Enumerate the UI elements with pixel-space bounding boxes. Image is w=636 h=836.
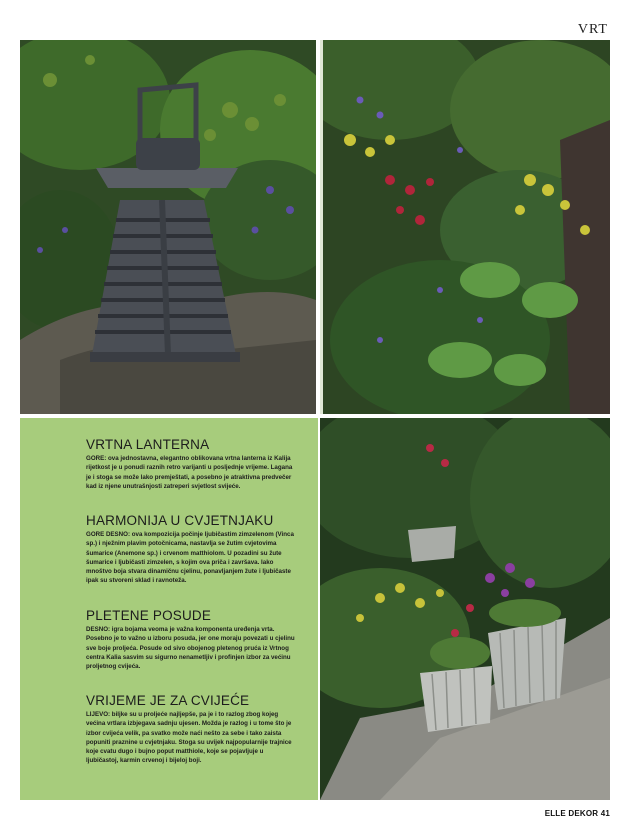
article-title: VRTNA LANTERNA <box>86 437 210 452</box>
article-text: biljke su u proljeće najljepše, pa je i to razlog zbog kojeg većina vrtlara izbjegava sadnju ujesen. Možda je razlog i u tome što je izbor cvijeća velik, pa svatko može naći nešto za sebe i tako zaista popuniti praznine u cvjetnjaku. Stoga su uvijek najpopularnije trajnice koje cvatu dugo i bujno poput matthiole, koje se pojavljuje u ljubičastoj, karmin crvenoj i bijeloj boji. <box>86 711 292 765</box>
article-flowerbed <box>86 514 296 585</box>
text-panel <box>20 418 318 800</box>
article-title: VRIJEME JE ZA CVIJEĆE <box>86 693 250 708</box>
article-text: ova kompozicija počinje ljubičastim zimzelenom (Vinca sp.) i nježnim plavim potočnicama, nastavlja se žutim cvjetovima šumarice (Anemone sp.) i crvenom matthiolom. U pozadini su žute šumarice i ljubičasti zimzelen, s kojim ova priča i završava. Iako mnoštvo boja stvara dinamičnu cjelinu, ponavljanjem žute i ljubičaste ipak su stvoreni sklad i ravnoteža. <box>86 531 294 585</box>
article-lantern <box>86 438 296 491</box>
article-lead: GORE: <box>86 455 107 463</box>
flowerbed-photo <box>320 40 610 414</box>
lantern-photo <box>20 40 316 414</box>
article-lead: DESNO: <box>86 626 111 634</box>
article-wicker-pots <box>86 609 296 671</box>
article-body <box>86 454 296 491</box>
magazine-name: ELLE DEKOR <box>544 809 599 818</box>
article-lead: LIJEVO: <box>86 711 111 719</box>
article-flower-time <box>86 694 296 765</box>
article-body <box>86 625 296 671</box>
article-body <box>86 710 296 765</box>
section-label: VRT <box>577 22 608 37</box>
article-lead: GORE DESNO: <box>86 531 131 539</box>
article-text: igra bojama veoma je važna komponenta uređenja vrta. Posebno je to važno u izboru posuda, jer one moraju povezati u cjelinu sve boje proljeća. Posude od sivo obojenog pletenog pruća iz Vrtnog centra Kalia sasvim su sigurno nenametljiv i profinjen izbor za većinu proljetnog cvijeća. <box>86 626 295 670</box>
page-footer <box>545 809 610 818</box>
article-text: ova jednostavna, elegantno oblikovana vrtna lanterna iz Kalija rijetkost je u ponudi raznih retro varijanti u posljednje vrijeme. Lagana je i stoga se može lako premještati, a posebno je atraktivna predvečer kad iz njene unutrašnjosti zatreperi svjetlost svijeće. <box>86 455 293 490</box>
wicker-baskets-photo <box>320 418 610 800</box>
article-title: HARMONIJA U CVJETNJAKU <box>86 513 274 528</box>
page-number: 41 <box>600 809 610 818</box>
article-title: PLETENE POSUDE <box>86 608 212 623</box>
article-body <box>86 530 296 585</box>
